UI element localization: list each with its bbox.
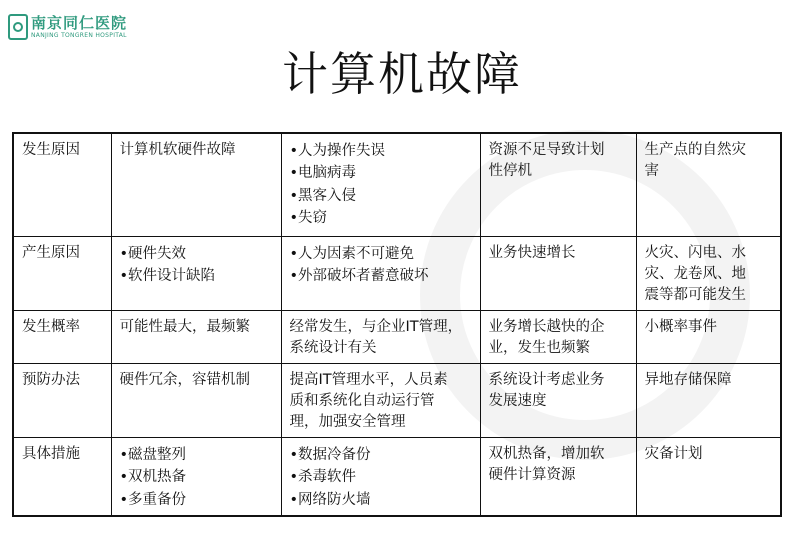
cell-line: •人为因素不可避免 [289,245,415,262]
table-cell [111,310,281,363]
table-cell [111,133,281,236]
table-cell [480,310,636,363]
cell-line: 灾、龙卷风、地 [644,265,746,282]
cell-line: 业务增长越快的企 [488,318,605,335]
cell-line: 提高IT管理水平，人员素 [289,371,448,388]
table-row [13,133,781,236]
cell-line: •电脑病毒 [289,165,357,182]
cell-line: 经常发生，与企业IT管理， [289,318,463,335]
cell-line: •失窃 [289,210,328,227]
table-cell [281,363,480,437]
cell-line: 可能性最大，最频繁 [119,318,250,335]
table-cell [636,437,781,516]
table-cell [281,437,480,516]
cell-line: 业务快速增长 [488,244,576,261]
cell-line: 震等都可能发生 [644,286,746,303]
cell-line: •黑客入侵 [289,187,357,204]
table-cell [111,363,281,437]
cell-line: 生产点的自然灾 [644,142,746,158]
cell-line: 理，加强安全管理 [289,413,406,430]
cell-line: •数据冷备份 [289,446,371,463]
cell-line: 质和系统化自动运行管 [289,392,435,409]
cell-line: 害 [644,163,659,180]
fault-table [12,132,782,517]
table-cell [281,133,480,236]
table-row [13,363,781,437]
row-header: 产生原因 [13,236,111,310]
cell-line: •人为操作失误 [289,143,386,159]
table-row [13,236,781,310]
cell-line: •杀毒软件 [289,469,357,486]
row-header: 具体措施 [13,437,111,516]
logo-en-text: NANJING TONGREN HOSPITAL [31,31,127,39]
table-cell [111,236,281,310]
cell-line: 小概率事件 [644,318,717,335]
page-title: 计算机故障 [282,47,522,101]
row-header: 发生概率 [13,310,111,363]
cell-line: 资源不足导致计划 [488,142,605,158]
table-cell [111,437,281,516]
row-header: 预防办法 [13,363,111,437]
cell-line: •软件设计缺陷 [119,267,216,284]
table-cell [281,310,480,363]
table-cell [480,363,636,437]
cell-line: 火灾、闪电、水 [644,244,746,261]
logo-icon [8,14,28,40]
cell-line: 性停机 [488,163,532,180]
cell-line: •外部破坏者蓄意破坏 [289,267,429,284]
cell-line: •网络防火墙 [289,491,371,508]
logo-cn-text: 南京同仁医院 [31,13,128,32]
table-row [13,310,781,363]
cell-line: •多重备份 [119,491,187,508]
table-cell [636,236,781,310]
table-cell [636,363,781,437]
table-cell [480,133,636,236]
table-cell [636,133,781,236]
cell-line: •硬件失效 [119,245,187,262]
cell-line: 业，发生也频繁 [488,339,590,356]
cell-line: •双机热备 [119,469,187,486]
table-cell [281,236,480,310]
cell-line: 系统设计考虑业务 [488,371,605,388]
table-cell [480,437,636,516]
cell-line: 系统设计有关 [289,339,377,356]
cell-line: 双机热备，增加软 [488,445,605,462]
cell-line: •磁盘整列 [119,446,187,463]
cell-line: 灾备计划 [644,445,703,462]
cell-line: 发展速度 [488,392,547,409]
table-cell [480,236,636,310]
cell-line: 硬件冗余，容错机制 [119,371,250,388]
cell-line: 硬件计算资源 [488,466,576,483]
cell-line: 异地存储保障 [644,371,732,388]
table-cell [636,310,781,363]
row-header: 发生原因 [13,133,111,236]
table-row [13,437,781,516]
cell-line: 计算机软硬件故障 [119,142,236,158]
